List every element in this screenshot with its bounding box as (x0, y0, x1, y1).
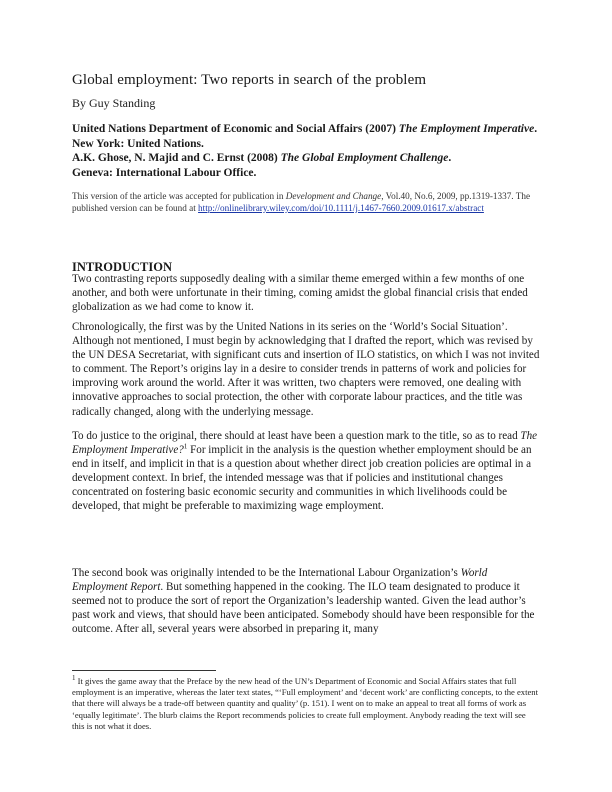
reference-1-publisher: . New York: United Nations. (72, 123, 538, 150)
footnote-number: 1 (72, 674, 76, 683)
paragraph-4 (72, 566, 540, 636)
reference-1-text: United Nations Department of Economic and Social Affairs (2007) (72, 123, 399, 135)
version-note-details: , Vol.40, No.6, 2009, pp.1319-1337. The published version can be found at (72, 191, 531, 213)
paragraph-4-text: The second book was originally intended to be the International Labour Organization’s (72, 567, 461, 579)
paragraph-4-continued: . But something happened in the cooking. The ILO team designated to produce it seemed not to produce the sort of report the Organization’s leadership wanted. Given the lead author’s past work and views, that should have been anticipated. Somebody should have been responsible for the outcome. After all, several years were absorbed in preparing it, many (72, 581, 535, 636)
reference-2-publisher: Geneva: International Labour Office. (72, 166, 257, 179)
paragraph-3 (72, 429, 540, 514)
paragraph-3-text: To do justice to the original, there should at least have been a question mark to the title, so as to read (72, 430, 521, 442)
journal-name: Development and Change (285, 191, 382, 201)
paragraph-1: Two contrasting reports supposedly dealing with a similar theme emerged within a few months of one another, and both were unfortunate in their timing, coming amidst the global financial crisis that ended globalization as we had come to know it. (72, 273, 528, 314)
footnote-marker[interactable]: 1 (183, 442, 188, 451)
reference-1-title: The Employment Imperative (398, 123, 535, 135)
version-note-text: This version of the article was accepted for publication in (72, 191, 286, 201)
reference-2-text: A.K. Ghose, N. Majid and C. Ernst (2008) (72, 152, 281, 165)
author-byline: By Guy Standing (72, 96, 156, 110)
reference-2-end: . (448, 152, 452, 165)
footnote (72, 676, 540, 732)
paragraph-3-continued: For implicit in the analysis is the question whether employment should be an end in itself, and implicit in that is a question about whether direct job creation policies are optimal in a development context. In brief, the intended message was that if policies and institutional changes concentrated on fostering basic economic security and communities in which livelihoods could be developed, that might be preferable to maximizing wage employment. (72, 444, 532, 513)
footnote-divider (72, 670, 216, 671)
paragraph-2: Chronologically, the first was by the United Nations in its series on the ‘World’s Social Situation’. Although not mentioned, I must begin by acknowledging that I drafted the report, which was revised by the UN DESA Secretariat, with significant cuts and insertion of ILO statistics, on which I was not invited to comment. The Report’s origins lay in a desire to consider trends in patterns of work and policies for improving work around the world. After it was written, two chapters were removed, one dealing with innovative approaches to social protection, the other with corporate labour practices, and the title was radically changed, along with the underlying message. (72, 321, 540, 418)
published-version-link[interactable]: http://onlinelibrary.wiley.com/doi/10.1111/j.1467-7660.2009.01617.x/abstract (198, 202, 484, 213)
reference-2-title: The Global Employment Challenge (280, 152, 449, 165)
version-note (72, 191, 540, 214)
footnote-text: It gives the game away that the Preface by the new head of the UN’s Department of Economic and Social Affairs states that full employment is an imperative, whereas the later text states, “‘Full employment’ and ‘decent work’ are conflicting concepts, to the extent that there will always be a trade-off between quantity and quality’ (p. 151). I went on to make an appeal to treat all forms of work as ‘equally legitimate’. The blurb claims the Report recommends policies to create full employment. Anybody reading the text will see this is not what it does. (72, 676, 538, 731)
paragraph-4-title: World Employment Report (72, 567, 488, 594)
paragraph-3-title: The Employment Imperative? (72, 430, 538, 457)
reviewed-works (72, 122, 540, 180)
section-heading: INTRODUCTION (72, 260, 173, 274)
page-title: Global employment: Two reports in search of the problem (72, 72, 427, 88)
